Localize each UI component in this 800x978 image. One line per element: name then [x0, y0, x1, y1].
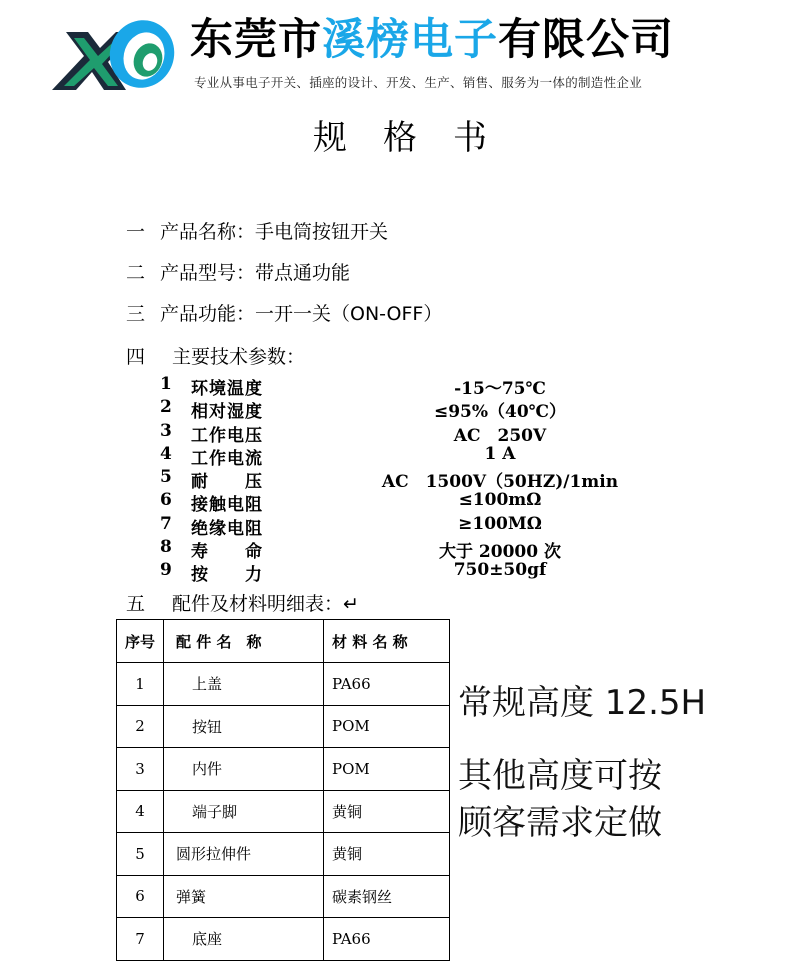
cell-part: 按钮	[164, 705, 324, 748]
param-value-text: -15～75℃	[454, 379, 546, 399]
document-header	[0, 0, 800, 100]
param-value-text: AC 250V	[453, 425, 547, 446]
param-value	[335, 490, 665, 510]
cell-number: 7	[117, 918, 164, 961]
param-name: 工作电流	[191, 448, 263, 469]
param-row	[160, 490, 720, 516]
cell-number: 3	[117, 748, 164, 791]
param-row	[160, 560, 720, 586]
cell-material: 碳素钢丝	[324, 875, 450, 918]
section-text: 产品型号：带点通功能	[160, 262, 351, 284]
param-value-text: ≤100mΩ	[458, 490, 542, 511]
note-custom-line1: 其他高度可按	[458, 756, 662, 796]
param-value-text: ≤95%（40℃）	[433, 402, 567, 423]
company-name-brand: 溪榜电子	[322, 15, 498, 65]
company-logo	[44, 12, 179, 94]
cell-material: POM	[324, 705, 450, 748]
section-number: 五	[126, 593, 146, 615]
note-custom-line2: 顾客需求定做	[458, 803, 662, 843]
cell-number: 4	[117, 790, 164, 833]
cell-material: PA66	[324, 918, 450, 961]
section-product-name	[126, 217, 388, 244]
section-text: 主要技术参数：	[172, 346, 306, 368]
section-tech-params	[126, 342, 305, 369]
param-row	[160, 421, 720, 444]
param-index: 2	[160, 397, 172, 418]
cell-material: POM	[324, 748, 450, 791]
cell-number: 5	[117, 833, 164, 876]
section-number: 一	[126, 221, 146, 243]
param-value-text: 750±50gf	[453, 560, 547, 581]
param-value	[335, 374, 665, 399]
param-value-text: AC 1500V（50HZ)/1min	[381, 472, 619, 493]
cell-material: PA66	[324, 663, 450, 706]
header-cell-number: 序号	[117, 620, 164, 663]
param-name: 相对湿度	[191, 402, 263, 423]
section-text: 产品功能：一开一关（ON-OFF）	[160, 303, 443, 325]
section-text: 配件及材料明细表：↵	[172, 593, 359, 615]
param-name: 工作电压	[191, 425, 263, 446]
param-row	[160, 374, 720, 397]
param-value	[335, 514, 665, 534]
table-row	[117, 748, 450, 791]
param-index: 3	[160, 420, 172, 441]
param-name: 耐 压	[191, 472, 263, 493]
cell-part: 弹簧	[164, 875, 324, 918]
cell-part: 圆形拉伸件	[164, 833, 324, 876]
param-value	[335, 444, 665, 464]
cell-number: 2	[117, 705, 164, 748]
param-name: 环境温度	[191, 379, 263, 399]
param-row	[160, 537, 720, 563]
table-row	[117, 705, 450, 748]
header-cell-part: 配 件 名 称	[164, 620, 324, 663]
note-standard-height: 常规高度 12.5H	[458, 683, 707, 723]
section-product-function	[126, 299, 442, 326]
cell-material: 黄铜	[324, 790, 450, 833]
table-header-row	[117, 620, 450, 663]
param-index: 7	[160, 513, 172, 534]
param-value-text: 大于 20000 次	[439, 542, 561, 563]
company-tagline: 专业从事电子开关、插座的设计、开发、生产、销售、服务为一体的制造性企业	[194, 75, 643, 90]
param-value	[335, 560, 665, 580]
cell-part: 端子脚	[164, 790, 324, 833]
param-index: 1	[160, 374, 172, 394]
tech-params-list	[160, 374, 720, 584]
param-index: 5	[160, 467, 172, 488]
table-row	[117, 833, 450, 876]
param-index: 8	[160, 537, 172, 558]
cell-part: 内件	[164, 748, 324, 791]
table-row	[117, 790, 450, 833]
company-name-part2: 有限公司	[498, 15, 674, 65]
section-number: 三	[126, 303, 146, 325]
param-row	[160, 467, 720, 493]
param-row	[160, 514, 720, 537]
param-name: 绝缘电阻	[191, 518, 263, 539]
section-number: 四	[126, 346, 146, 368]
param-value	[335, 537, 665, 562]
header-cell-material: 材 料 名 称	[324, 620, 450, 663]
section-text: 产品名称：手电筒按钮开关	[160, 221, 389, 243]
cell-number: 6	[117, 875, 164, 918]
param-row	[160, 444, 720, 467]
cell-material: 黄铜	[324, 833, 450, 876]
company-name-part1: 东莞市	[190, 15, 322, 65]
section-number: 二	[126, 262, 146, 284]
cell-part: 上盖	[164, 663, 324, 706]
param-value	[335, 421, 665, 446]
param-index: 6	[160, 490, 172, 511]
table-row	[117, 875, 450, 918]
param-value-text: ≥100MΩ	[458, 513, 542, 534]
section-parts-table	[126, 589, 359, 616]
cell-number: 1	[117, 663, 164, 706]
section-product-model	[126, 258, 350, 285]
param-name: 寿 命	[191, 542, 263, 563]
parts-materials-table	[116, 619, 450, 961]
table-row	[117, 918, 450, 961]
cell-part: 底座	[164, 918, 324, 961]
company-name	[190, 14, 674, 66]
param-name: 接触电阻	[191, 495, 263, 516]
param-row	[160, 397, 720, 423]
param-value	[335, 397, 665, 422]
table-row	[117, 663, 450, 706]
param-index: 4	[160, 443, 172, 464]
param-name: 按 力	[191, 565, 263, 586]
param-value-text: 1 A	[484, 443, 516, 464]
param-value	[335, 467, 665, 492]
param-index: 9	[160, 560, 172, 581]
document-title: 规格书	[313, 118, 523, 158]
